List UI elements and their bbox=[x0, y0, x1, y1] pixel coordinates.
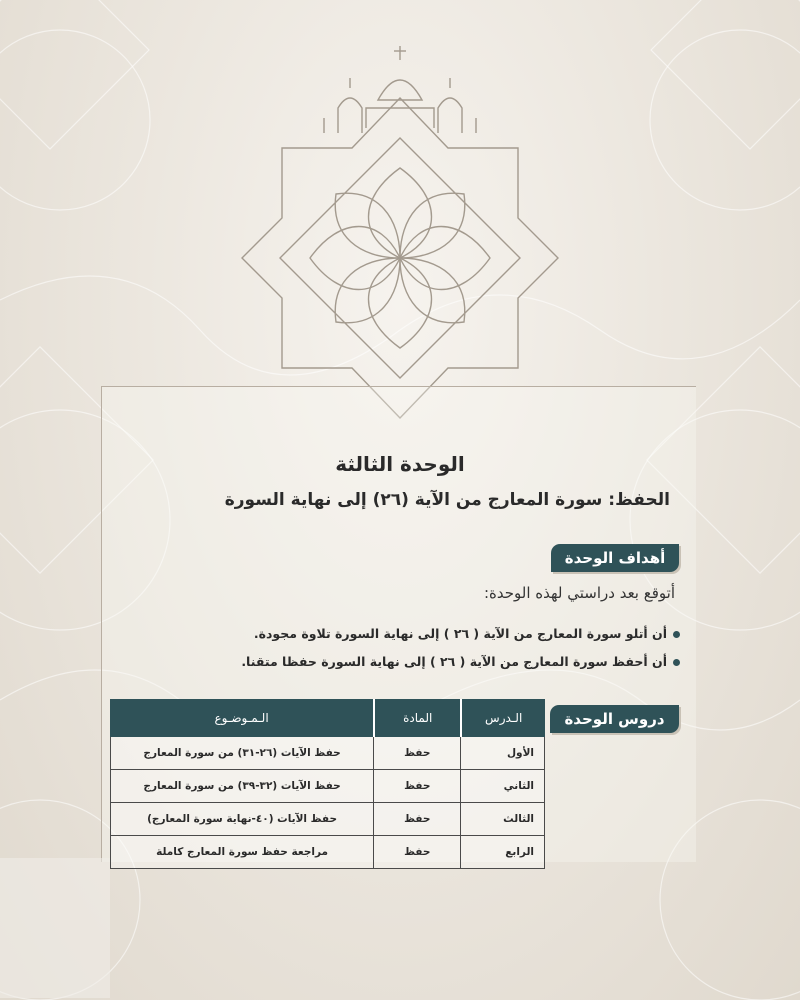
header-subject: المادة bbox=[373, 699, 460, 737]
table-row bbox=[110, 737, 545, 770]
table-header-row bbox=[110, 699, 545, 737]
corner-fade bbox=[0, 858, 110, 998]
table-row bbox=[110, 770, 545, 803]
cell-topic: حفظ الآيات (٣٢-٣٩) من سورة المعارج bbox=[110, 770, 373, 803]
decorative-emblem-icon bbox=[238, 38, 562, 428]
unit-title: الوحدة الثالثة bbox=[335, 452, 465, 476]
bullet-icon bbox=[673, 631, 680, 638]
header-topic: الـمـوضـوع bbox=[110, 699, 373, 737]
cell-lesson: الثاني bbox=[460, 770, 545, 803]
header-lesson: الـدرس bbox=[460, 699, 545, 737]
unit-subtitle: الحفظ: سورة المعارج من الآية (٢٦) إلى نهاية السورة bbox=[224, 490, 670, 510]
lessons-table bbox=[110, 699, 545, 869]
cell-topic: مراجعة حفظ سورة المعارج كاملة bbox=[110, 836, 373, 869]
cell-lesson: الأول bbox=[460, 737, 545, 770]
cell-subject: حفظ bbox=[373, 737, 460, 770]
cell-lesson: الثالث bbox=[460, 803, 545, 836]
cell-topic: حفظ الآيات (٤٠-نهاية سورة المعارج) bbox=[110, 803, 373, 836]
goal-text: أن أتلو سورة المعارج من الآية ( ٢٦ ) إلى نهاية السورة تلاوة مجودة. bbox=[253, 626, 667, 641]
table-row bbox=[110, 836, 545, 869]
goal-text: أن أحفظ سورة المعارج من الآية ( ٢٦ ) إلى نهاية السورة حفظا متقنا. bbox=[241, 654, 667, 669]
goals-badge: أهداف الوحدة bbox=[551, 544, 679, 572]
cell-subject: حفظ bbox=[373, 770, 460, 803]
goals-list bbox=[120, 622, 680, 678]
list-item bbox=[120, 650, 680, 678]
cell-topic: حفظ الآيات (٢٦-٣١) من سورة المعارج bbox=[110, 737, 373, 770]
lessons-badge: دروس الوحدة bbox=[550, 705, 679, 733]
cell-lesson: الرابع bbox=[460, 836, 545, 869]
list-item bbox=[120, 622, 680, 650]
table-row bbox=[110, 803, 545, 836]
cell-subject: حفظ bbox=[373, 803, 460, 836]
goals-intro: أتوقع بعد دراستي لهذه الوحدة: bbox=[483, 584, 675, 602]
bullet-icon bbox=[673, 659, 680, 666]
cell-subject: حفظ bbox=[373, 836, 460, 869]
